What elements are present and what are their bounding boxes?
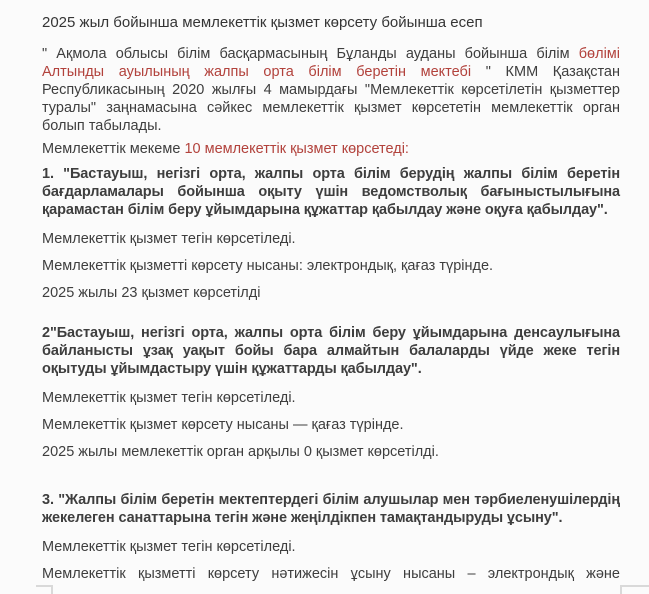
intro-paragraph	[42, 45, 620, 135]
service-section-1	[42, 165, 620, 302]
intro-text-start: " Ақмола облысы білім басқармасының Бұланды ауданы бойынша білім	[42, 46, 579, 62]
service-section-2	[42, 324, 620, 461]
service-3-description: 3. "Жалпы білім беретін мектептердегі білім алушылар мен тәрбиеленушілердің жекелеген санаттарына тегін және жеңілдікпен тамақтандыруды ұсыну".	[42, 492, 620, 526]
service-section-3	[42, 491, 620, 583]
service-3-note-free: Мемлекеттік қызмет тегін көрсетіледі.	[42, 539, 296, 555]
services-count-highlight: 10 мемлекеттік қызмет көрсетеді:	[184, 141, 409, 157]
services-count-prefix: Мемлекеттік мекеме	[42, 141, 185, 157]
service-2-note-free: Мемлекеттік қызмет тегін көрсетіледі.	[42, 390, 296, 406]
table-corner-left-fragment	[36, 585, 53, 594]
service-2-description: 2"Бастауыш, негізгі орта, жалпы орта білім беру ұйымдарына денсаулығына байланысты ұзақ уақыт бойы бара алмайтын балаларды үйде жеке тегін оқытуды ұйымдастыру үшін құжаттарды қабылдау".	[42, 325, 620, 377]
intro-text-end: " КММ Қазақстан Республикасының 2020 жылғы 4 мамырдағы "Мемлекеттік көрсетілетін қызметтер туралы" заңнамасына сәйкес мемлекеттік қызмет көрсететін мемлекеттік орган болып табылады.	[42, 64, 621, 134]
intro-highlight-text: бөлімі Алтынды ауылының жалпы орта білім беретін мектебі	[42, 46, 620, 80]
service-1-description: 1. "Бастауыш, негізгі орта, жалпы орта білім берудің жалпы білім беретін бағдарламалары бойынша оқыту үшін ведомстволық бағыныстылығына қарамастан білім беру ұйымдарына құжаттар қабылдау және оқуға қабылдау".	[42, 166, 620, 218]
service-1-note-form: Мемлекеттік қызметті көрсету нысаны: электрондық, қағаз түрінде.	[42, 258, 494, 274]
service-1-note-free: Мемлекеттік қызмет тегін көрсетіледі.	[42, 231, 296, 247]
service-2-note-form: Мемлекеттік қызмет көрсету нысаны — қағаз түрінде.	[42, 417, 404, 433]
service-3-note-form: Мемлекеттік қызметті көрсету нәтижесін ұсыну нысаны – электрондық және	[42, 566, 620, 582]
report-title: 2025 жыл бойынша мемлекеттік қызмет көрсету бойынша есеп	[42, 14, 483, 31]
table-corner-right-fragment	[620, 585, 649, 594]
service-2-note-count: 2025 жылы мемлекеттік орган арқылы 0 қызмет көрсетілді.	[42, 444, 439, 460]
services-count-line	[42, 140, 620, 158]
service-1-note-count: 2025 жылы 23 қызмет көрсетілді	[42, 285, 261, 301]
